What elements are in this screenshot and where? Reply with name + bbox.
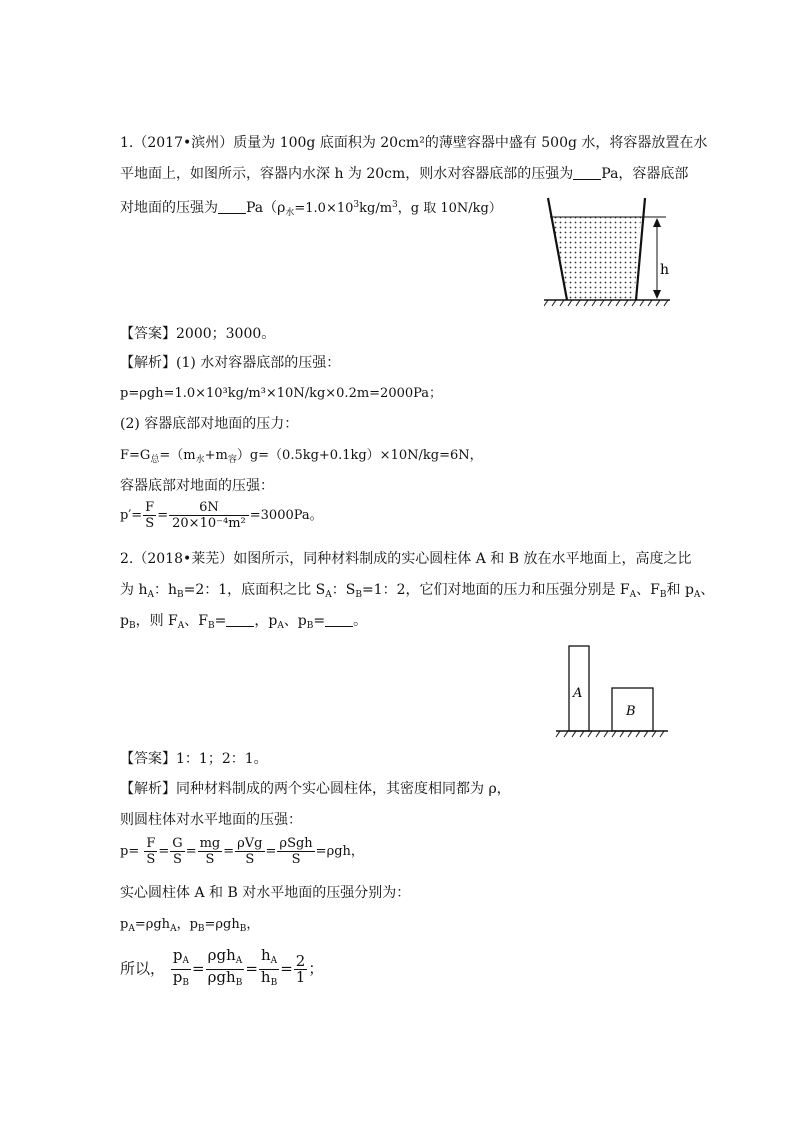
a1-answer: 【答案】2000；3000。 [120, 326, 276, 342]
h-label: h [660, 262, 670, 278]
a1-step2: (2) 容器底部对地面的压力： [120, 416, 299, 432]
frac-g-s: $\frac{G}{S}$ [172, 836, 183, 867]
a2-eq1: p= $\frac{F}{S}$ = $\frac{G}{S}$ = $\frac{mg}{S}$ = $\frac{\text{ρVg}}{S}$ = $\frac{\text{ρSgh}}{S}$ =ρgh， [120, 836, 364, 867]
ground-hatching-2 [556, 731, 664, 737]
label-a: A [573, 686, 583, 701]
a2-eq3: 所以， $\frac{p_A}{p_B}$ = $\frac{\rho gh_A}{\rho gh_B}$ = $\frac{h_A}{h_B}$ = $\frac{2}{1}$ ； [120, 948, 323, 991]
a2-step2: 实心圆柱体 A 和 B 对水平地面的压强分别为： [120, 885, 411, 901]
q1-blank-2[interactable] [218, 199, 246, 214]
q2-blank-1[interactable] [226, 612, 254, 627]
a2-eq2: $p_A=\rho gh_A$，$p_B=\rho gh_B$， [120, 917, 260, 934]
q2-blank-2[interactable] [325, 612, 353, 627]
frac-f-s: $\frac{F}{S}$ [146, 836, 156, 867]
h-arrow-up [653, 218, 661, 227]
frac-rhovg-s: $\frac{\text{ρVg}}{S}$ [237, 836, 263, 867]
frac-pa-pb: $\frac{p_A}{p_B}$ [172, 946, 190, 988]
h-arrow-down [653, 290, 661, 299]
q2-line2: 为 $h_A$：$h_B=2$：1，底面积之比 $S_A$：$S_B=1$：2，它们对地面的压力和压强分别是 $F_A$、$F_B$和 $p_A$、 [120, 582, 715, 600]
frac-rhogha-rhoghb: $\frac{\rho gh_A}{\rho gh_B}$ [207, 946, 243, 988]
a1-eq2: $F=G_总=(m_水+m_容)g=(0.5kg+0.1kg)\times 10N/kg=6N$， [120, 448, 483, 465]
q2-line3: $p_B$，则 $F_A$、$F_B=$ ，$p_A$、$p_B=$ 。 [120, 613, 368, 631]
q1-line2: 平地面上，如图所示，容器内水深 h 为 20cm，则水对容器底部的压强为 Pa，容器底部 [120, 166, 689, 182]
label-b: B [626, 704, 636, 719]
ground-hatching [544, 300, 668, 306]
a1-eq1: p=ρgh=1.0×10³kg/m³×10N/kg×0.2m=2000Pa； [120, 386, 443, 401]
q1-line3: 对地面的压强为 $Pa(\rho_水=1.0\times 10^3kg/m^3$，g 取 10N/kg） [120, 200, 502, 218]
a2-analysis-head: 【解析】同种材料制成的两个实心圆柱体，其密度相同都为 ρ， [120, 781, 511, 797]
cylinders-figure [554, 643, 670, 739]
frac-ha-hb: $\frac{h_A}{h_B}$ [260, 946, 278, 988]
frac-mg-s: $\frac{mg}{S}$ [199, 836, 221, 867]
frac-2-1: $\frac{2}{1}$ [295, 952, 306, 986]
a1-step3: 容器底部对地面的压强： [120, 478, 274, 494]
fraction-F-over-S: $\frac{F}{S}$ [145, 500, 155, 531]
q1-line1: 1.（2017•滨州）质量为 100g 底面积为 20cm²的薄壁容器中盛有 500g 水，将容器放置在水 [120, 135, 708, 151]
a2-answer: 【答案】1：1；2：1。 [120, 751, 268, 767]
container-figure [544, 196, 674, 312]
a1-eq3: p′= $\frac{F}{S}$ = $\frac{6N}{\text{20×10⁻⁴m²}}$ =3000Pa。 [120, 500, 323, 531]
a2-step1: 则圆柱体对水平地面的压强： [120, 812, 302, 828]
frac-rhosgh-s: $\frac{\text{ρSgh}}{S}$ [279, 836, 313, 867]
a1-analysis-head: 【解析】(1) 水对容器底部的压强： [120, 355, 341, 371]
fraction-6N-over-area: $\frac{6N}{\text{20×10⁻⁴m²}}$ [169, 500, 249, 531]
q1-blank-1[interactable] [573, 165, 601, 180]
q2-line1: 2.（2018•莱芜）如图所示，同种材料制成的实心圆柱体 A 和 B 放在水平地面上，高度之比 [120, 551, 692, 567]
